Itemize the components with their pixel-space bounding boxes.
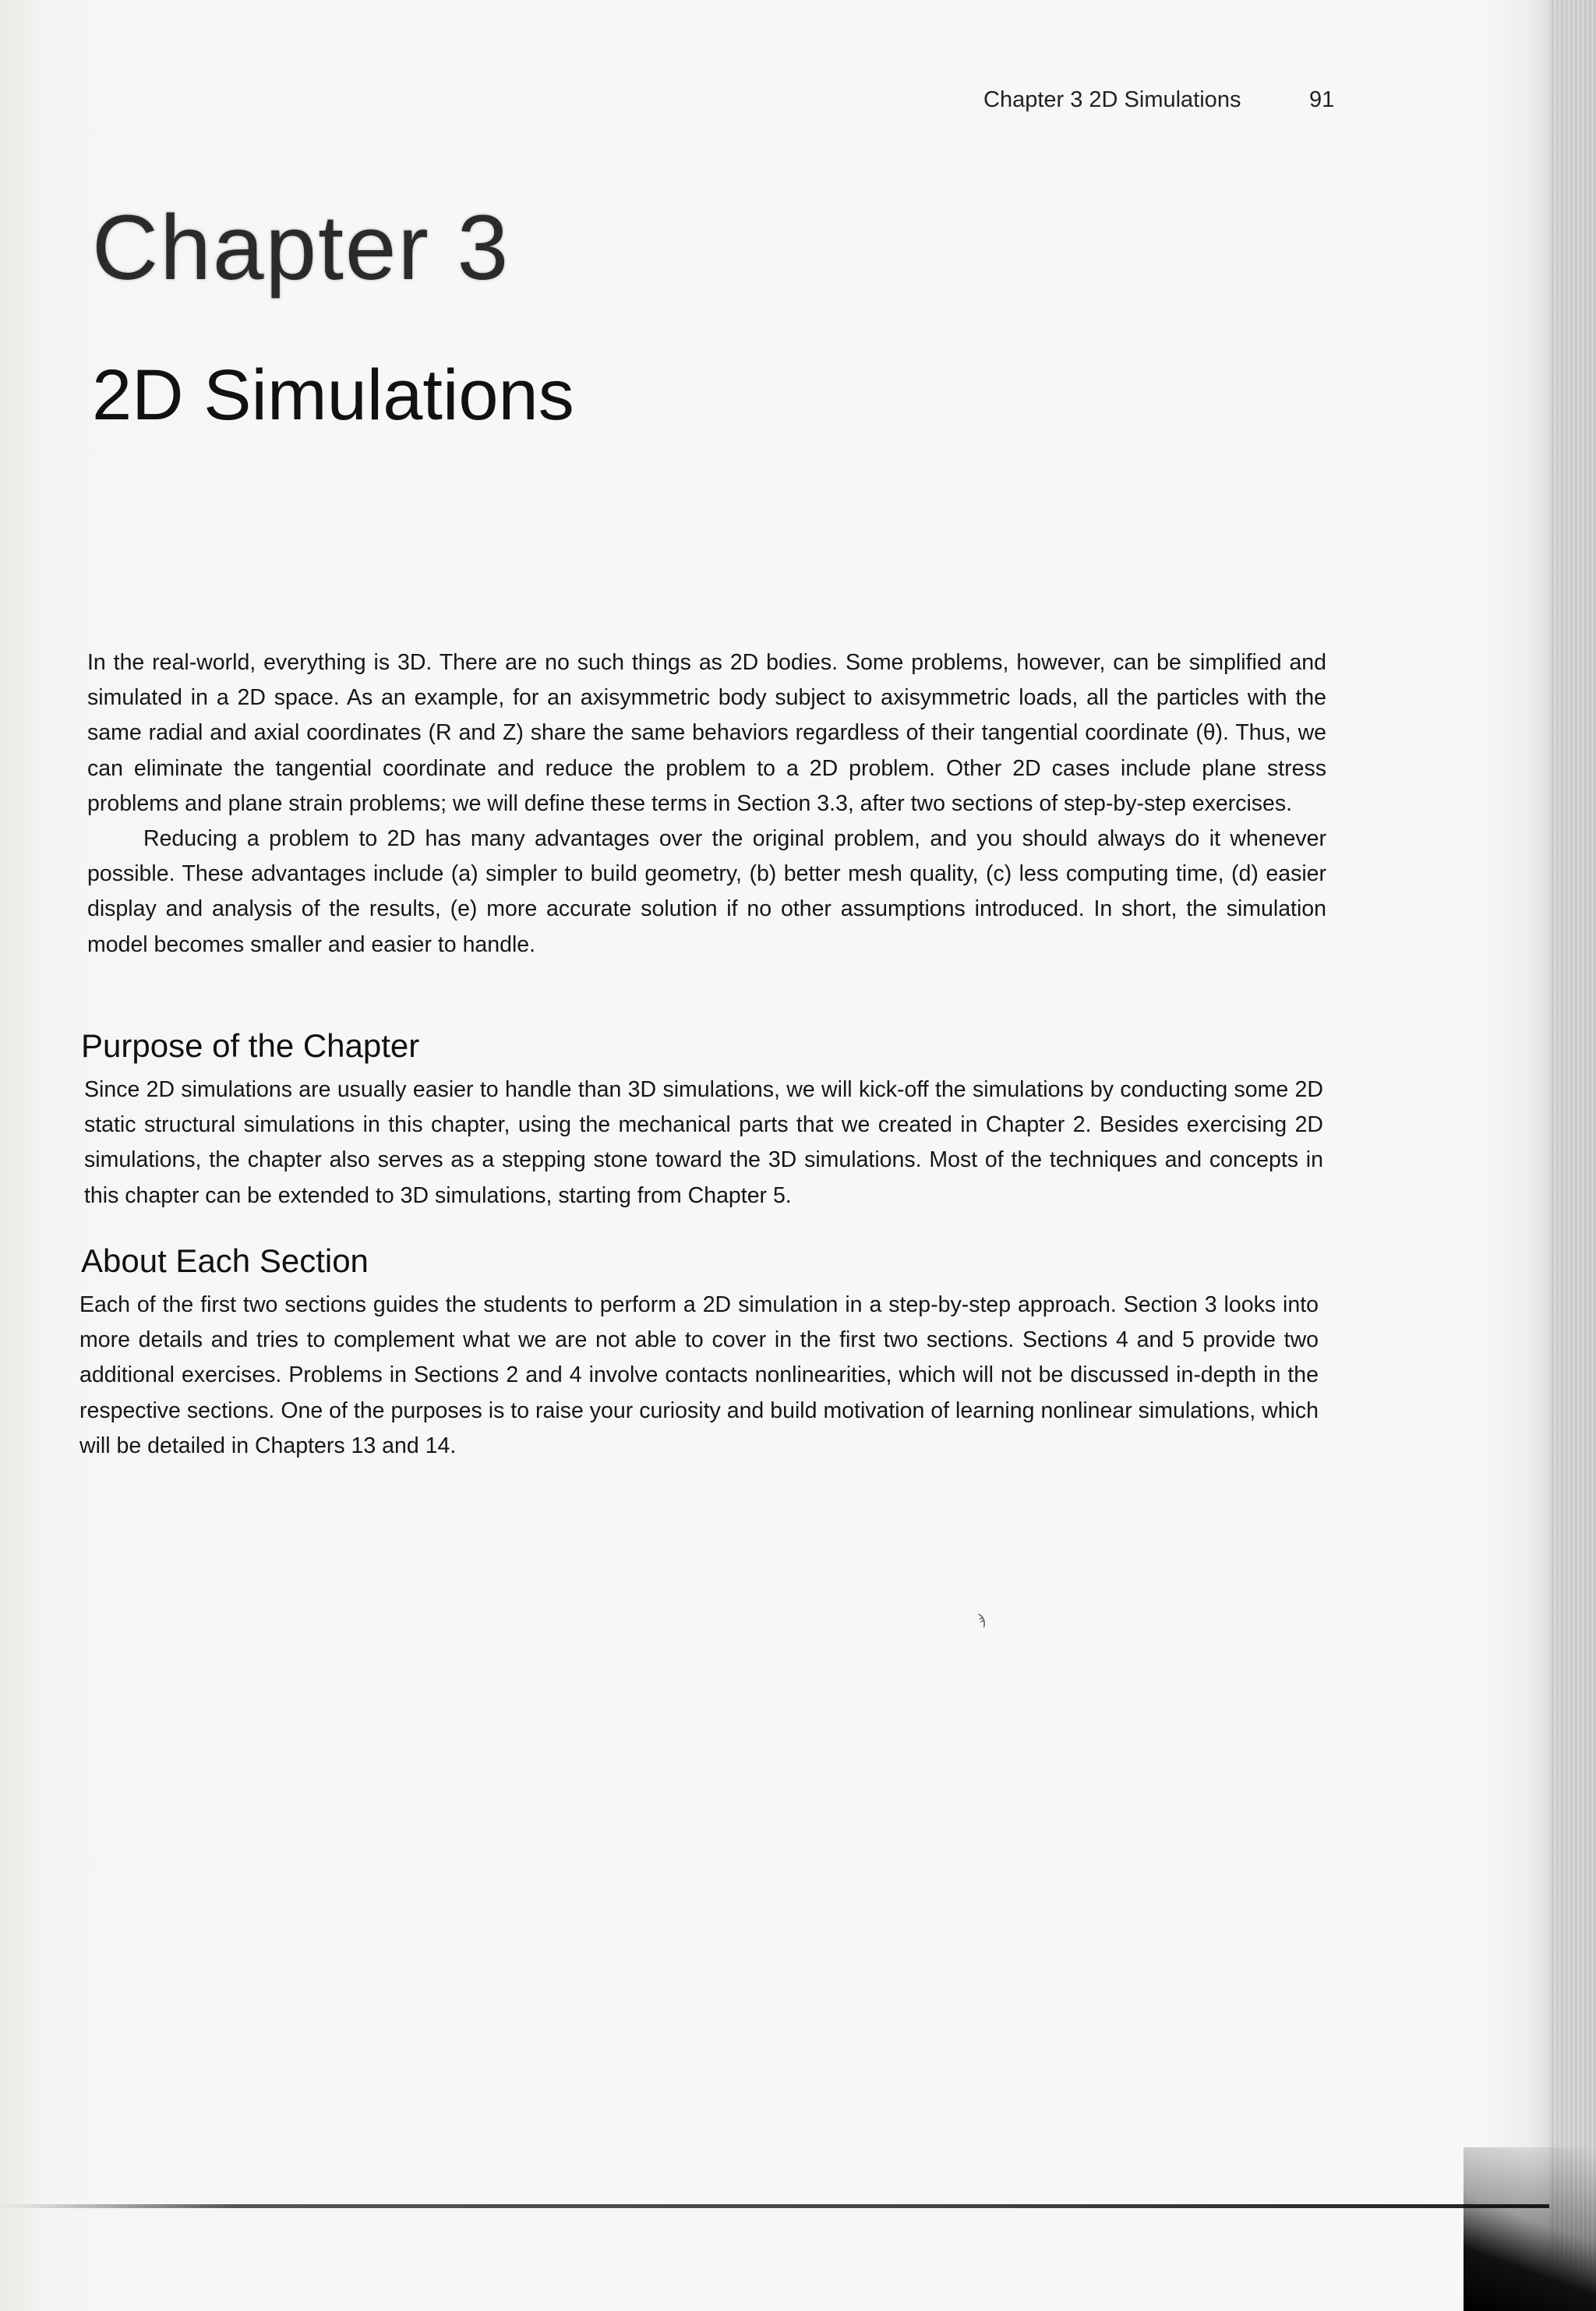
intro-paragraph-2: Reducing a problem to 2D has many advantages over the original problem, and you should always do it whenever possible. These advantages include (a) simpler to build geometry, (b) better mesh quality, (c) less computing time, (d) easier display and analysis of the results, (e) more accurate solution if no other assumptions introduced. In short, the simulation model becomes smaller and easier to handle. [87, 826, 1326, 957]
about-paragraph: Each of the first two sections guides the students to perform a 2D simulation in a step-by-step approach. Section 3 looks into more details and tries to complement what we are not able to cover in the first two sections. Sections 4 and 5 provide two additional exercises. Problems in Sections 2 and 4 involve contacts nonlinearities, which will not be discussed in-depth in the respective sections. One of the purposes is to raise your curiosity and build motivation of learning nonlinear simulations, which will be detailed in Chapters 13 and 14. [79, 1292, 1319, 1458]
page-bottom-edge [0, 2204, 1549, 2208]
intro-paragraph-1: In the real-world, everything is 3D. There are no such things as 2D bodies. Some problems, however, can be simplified and simulated in a 2D space. As an example, for an axisymmetric body subject to axisymmetric loads, all the particles with the same radial and axial coordinates (R and Z) share the same behaviors regardless of their tangential coordinate (θ). Thus, we can eliminate the tangential coordinate and reduce the problem to a 2D problem. Other 2D cases include plane stress problems and plane strain problems; we will define these terms in Section 3.3, after two sections of step-by-step exercises. [87, 650, 1326, 816]
purpose-section [84, 1072, 1323, 1214]
corner-shadow [1464, 2147, 1596, 2311]
purpose-paragraph: Since 2D simulations are usually easier to handle than 3D simulations, we will kick-off the simulations by conducting some 2D static structural simulations in this chapter, using the mechanical parts that we created in Chapter 2. Besides exercising 2D simulations, the chapter also serves as a stepping stone toward the 3D simulations. Most of the techniques and concepts in this chapter can be extended to 3D simulations, starting from Chapter 5. [84, 1077, 1323, 1208]
running-head-title: Chapter 3 2D Simulations [983, 87, 1241, 112]
chapter-title: 2D Simulations [92, 355, 574, 435]
stray-mark: ϡ [977, 1612, 986, 1627]
page-number: 91 [1309, 87, 1335, 112]
about-section [79, 1288, 1319, 1464]
running-head [983, 87, 1342, 113]
page-edge-gutter [1549, 0, 1596, 2311]
purpose-heading: Purpose of the Chapter [81, 1027, 420, 1064]
chapter-label: Chapter 3 [92, 196, 510, 299]
about-heading: About Each Section [81, 1242, 369, 1279]
intro-section [87, 645, 1326, 963]
